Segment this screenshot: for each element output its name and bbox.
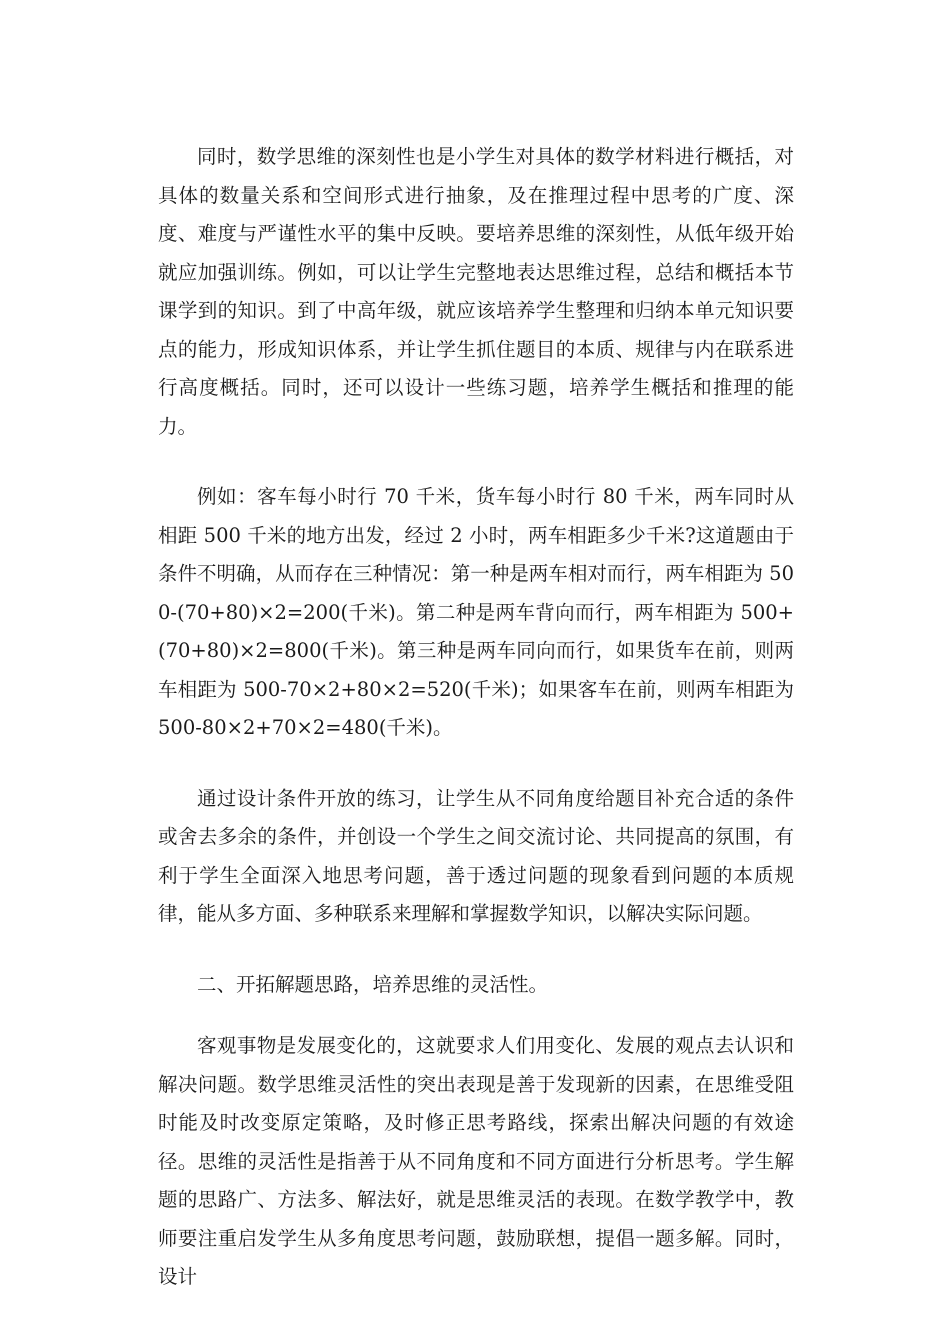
document-page (158, 138, 794, 1329)
paragraph-flexibility: 客观事物是发展变化的，这就要求人们用变化、发展的观点去认识和解决问题。数学思维灵活性的突出表现是善于发现新的因素，在思维受阻时能及时改变原定策略，及时修正思考路线，探索出解决问题的有效途径。思维的灵活性是指善于从不同角度和不同方面进行分析思考。学生解题的思路广、方法多、解法好，就是思维灵活的表现。在数学教学中，教师要注重启发学生从多角度思考问题，鼓励联想，提倡一题多解。同时，设计 (158, 1034, 794, 1288)
section-heading-flexibility: 二、开拓解题思路，培养思维的灵活性。 (197, 972, 549, 996)
paragraph-car-example: 例如：客车每小时行 70 千米，货车每小时行 80 千米，两车同时从相距 500 千米的地方出发，经过 2 小时，两车相距多少千米?这道题由于条件不明确，从而存在三种情况：第一种是两车相对而行，两车相距为 500-(70+80)×2=200(千米)。第二种是两车背向而行，两车相距为 500+(70+80)×2=800(千米)。第三种是两车同向而行，如果货车在前，则两车相距为 500-70×2+80×2=520(千米)；如果客车在前，则两车相距为 500-80×2+70×2=480(千米)。 (158, 485, 794, 739)
paragraph-open-conditions: 通过设计条件开放的练习，让学生从不同角度给题目补充合适的条件或舍去多余的条件，并创设一个学生之间交流讨论、共同提高的氛围，有利于学生全面深入地思考问题，善于透过问题的现象看到问题的本质规律，能从多方面、多种联系来理解和掌握数学知识，以解决实际问题。 (158, 786, 794, 925)
paragraph-depth-of-thinking: 同时，数学思维的深刻性也是小学生对具体的数学材料进行概括，对具体的数量关系和空间形式进行抽象，及在推理过程中思考的广度、深度、难度与严谨性水平的集中反映。要培养思维的深刻性，从低年级开始就应加强训练。例如，可以让学生完整地表达思维过程，总结和概括本节课学到的知识。到了中高年级，就应该培养学生整理和归纳本单元知识要点的能力，形成知识体系，并让学生抓住题目的本质、规律与内在联系进行高度概括。同时，还可以设计一些练习题，培养学生概括和推理的能力。 (158, 145, 794, 438)
